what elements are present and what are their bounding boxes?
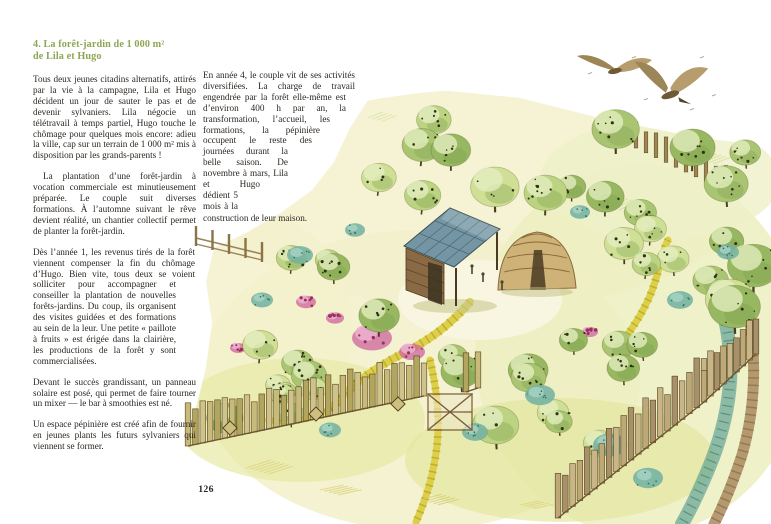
paragraph: Dès l’année 1, les revenus tirés de la forêt viennent compenser la fin du chômage d’Hugo. Bien vite, tous deux se voient solliciter pour accompagner et conseiller la plantation de nouvelles forêts-jardins. Du coup, ils organisent des visites guidées et des formations au sein de la leur. Une petite « paillote à fruits » est érigée dans la clairière, les productions de la forêt y sont commercialisées. [33, 246, 195, 366]
paragraph: Tous deux jeunes citadins alternatifs, attirés par la vie à la campagne, Lila et Hugo décident un jour de sauter le pas et de devenir sylvaniers. Lila négocie un télétravail à temps partiel, Hugo touche le chômage pour quelques mois encore: adieu la ville, cap sur un terrain de 1 000 m² mis à disposition par les grands-parents ! [33, 74, 196, 161]
flying-birds [577, 55, 716, 110]
chapter-heading-line2: de Lila et Hugo [33, 51, 102, 62]
chapter-heading-line1: 4. La forêt-jardin de 1 000 m² [33, 39, 165, 50]
paragraph: Devant le succès grandissant, un panneau solaire est posé, qui permet de faire tourner un mixer — le bar à smoothies est né. [33, 376, 196, 409]
paragraph: Un espace pépinière est créé afin de fournir en jeunes plants les futurs sylvaniers qui viennent se former. [33, 419, 196, 452]
page-number: 126 [198, 484, 214, 495]
garden-gate [428, 394, 472, 430]
paragraph: La plantation d’une forêt-jardin à vocation commerciale est minutieusement préparée. Le couple suit diverses formations. À l’automne suivant le rêve devient réalité, un chantier collectif permet de planter la forêt-jardin. [33, 171, 196, 236]
paragraph: En année 4, le couple vit de ses activités diversifiées. La charge de travail engendrée par la forêt elle-même est d’environ 400 h par an, la transformation, l’accueil, les formations, la pépinière occupent le reste des journées durant la belle saison. De novembre à mars, Lila et Hugo dédient 5 mois à la construction de leur maison. [203, 70, 355, 223]
